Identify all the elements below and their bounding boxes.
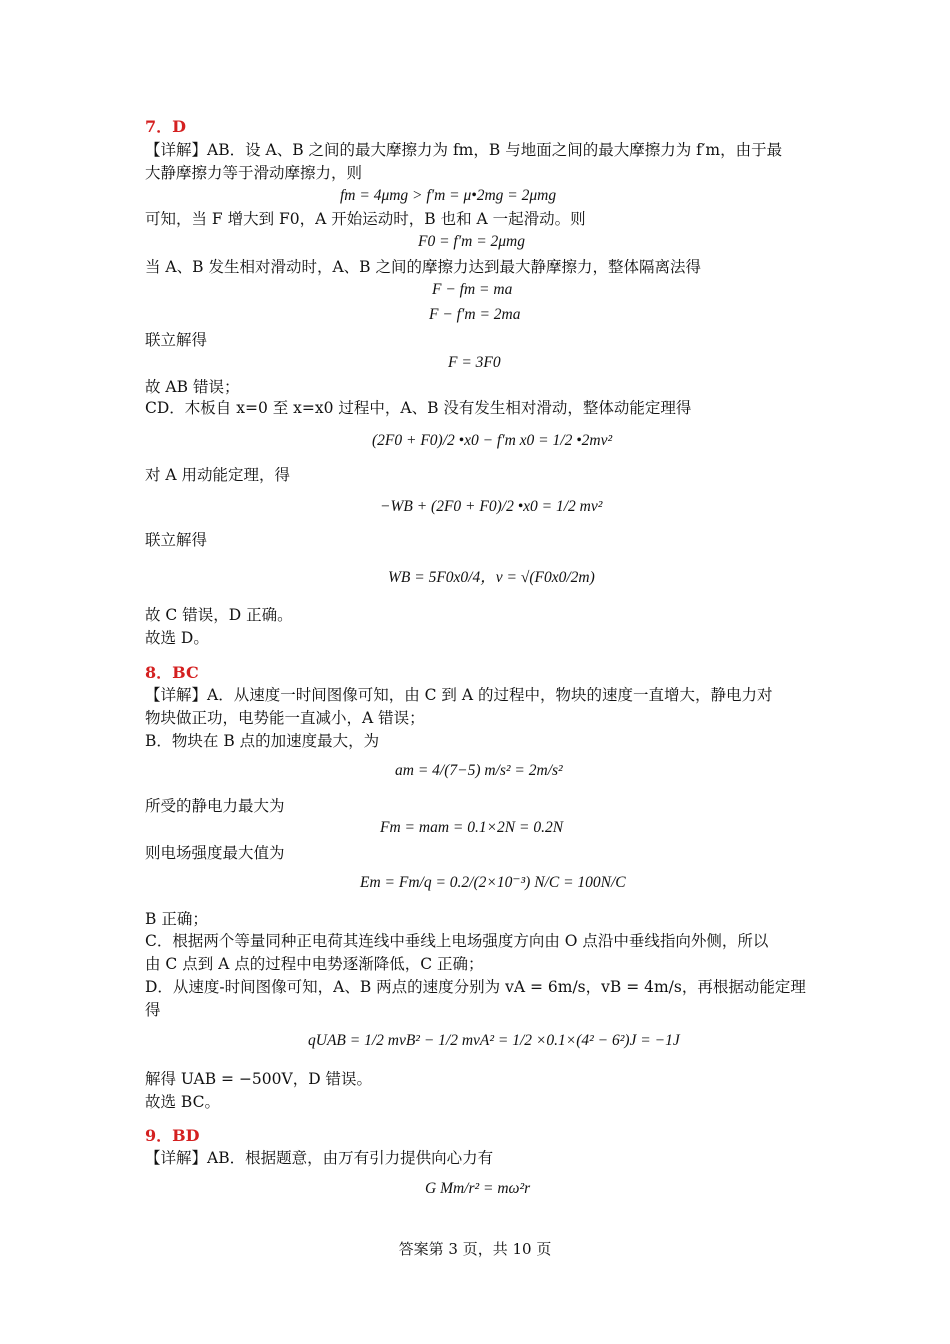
q8-para-5: 则电场强度最大值为	[145, 844, 285, 862]
q8-para-3: B．物块在 B 点的加速度最大，为	[145, 732, 380, 750]
q8-para-10: 得	[145, 1001, 161, 1019]
q7-para-9: 联立解得	[145, 531, 208, 549]
q8-eq-3: Em = Fm/q = 0.2/(2×10⁻³) N/C = 100N/C	[360, 874, 626, 891]
q7-eq-5: F = 3F0	[448, 354, 501, 371]
q7-para-8: 对 A 用动能定理，得	[145, 466, 291, 484]
q8-para-8: 由 C 点到 A 点的过程中电势逐渐降低，C 正确；	[145, 955, 484, 973]
q7-eq-4: F − f′m = 2ma	[429, 306, 521, 323]
q9-heading: 9．BD	[145, 1126, 200, 1145]
q7-eq-7: −WB + (2F0 + F0)/2 •x0 = 1/2 mv²	[380, 498, 603, 515]
q7-eq-6: (2F0 + F0)/2 •x0 − f′m x0 = 1/2 •2mv²	[372, 432, 613, 449]
q7-para-1: 【详解】AB．设 A、B 之间的最大摩擦力为 fm，B 与地面之间的最大摩擦力为 f′m，由于最	[145, 141, 783, 159]
q7-para-4: 当 A、B 发生相对滑动时，A、B 之间的摩擦力达到最大静摩擦力，整体隔离法得	[145, 258, 701, 276]
q8-eq-2: Fm = mam = 0.1×2N = 0.2N	[380, 819, 564, 836]
q8-para-9: D．从速度-时间图像可知，A、B 两点的速度分别为 vA = 6m/s，vB = 4m/s，再根据动能定理	[145, 978, 806, 996]
q8-para-12: 故选 BC。	[145, 1093, 220, 1111]
q7-para-2: 大静摩擦力等于滑动摩擦力，则	[145, 164, 363, 182]
q8-eq-4: qUAB = 1/2 mvB² − 1/2 mvA² = 1/2 ×0.1×(4² − 6²)J = −1J	[308, 1032, 680, 1049]
q8-para-2: 物块做正功，电势能一直减小，A 错误；	[145, 709, 425, 727]
q8-para-6: B 正确；	[145, 910, 208, 928]
q7-eq-1: fm = 4μmg > f′m = μ•2mg = 2μmg	[340, 187, 557, 204]
q7-para-6: 故 AB 错误；	[145, 378, 240, 396]
q8-para-1: 【详解】A．从速度一时间图像可知，由 C 到 A 的过程中，物块的速度一直增大，静电力对	[145, 686, 773, 704]
q8-para-4: 所受的静电力最大为	[145, 797, 285, 815]
q7-para-11: 故选 D。	[145, 629, 209, 647]
page-footer: 答案第 3 页，共 10 页	[398, 1240, 552, 1258]
q8-para-7: C．根据两个等量同种正电荷其连线中垂线上电场强度方向由 O 点沿中垂线指向外侧，所以	[145, 932, 769, 950]
q9-eq-1: G Mm/r² = mω²r	[425, 1180, 531, 1197]
q7-para-10: 故 C 错误，D 正确。	[145, 606, 293, 624]
q8-heading: 8．BC	[145, 663, 199, 682]
q7-para-3: 可知，当 F 增大到 F0，A 开始运动时，B 也和 A 一起滑动。则	[145, 210, 586, 228]
q7-para-7: CD．木板自 x=0 至 x=x0 过程中，A、B 没有发生相对滑动，整体动能定理得	[145, 399, 692, 417]
q8-eq-1: am = 4/(7−5) m/s² = 2m/s²	[395, 762, 563, 779]
q8-para-11: 解得 UAB = −500V，D 错误。	[145, 1070, 373, 1088]
q7-heading: 7．D	[145, 117, 187, 136]
q9-para-1: 【详解】AB．根据题意，由万有引力提供向心力有	[145, 1149, 494, 1167]
q7-eq-2: F0 = f′m = 2μmg	[418, 233, 526, 250]
q7-eq-3: F − fm = ma	[432, 281, 513, 298]
q7-para-5: 联立解得	[145, 331, 208, 349]
q7-eq-8: WB = 5F0x0/4，v = √(F0x0/2m)	[388, 569, 595, 586]
